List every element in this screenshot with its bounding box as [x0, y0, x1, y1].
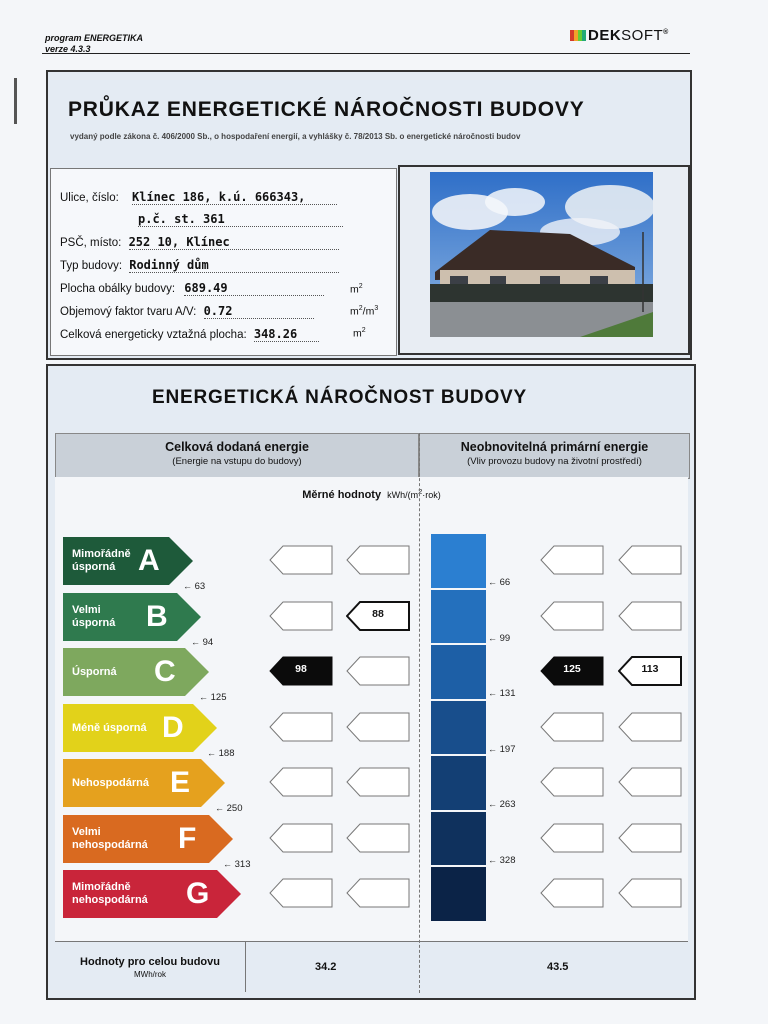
envelope-value: 689.49 [184, 281, 324, 296]
delivered-threshold: ← 313 [223, 858, 251, 870]
delivered-energy-ref-box-d [346, 712, 410, 740]
rating-class-letter: F [178, 821, 197, 855]
delivered-energy-ref-box-e [346, 767, 410, 795]
area-value: 348.26 [254, 327, 319, 342]
logo-regular: SOFT [621, 27, 664, 44]
specific-values-row [55, 477, 688, 504]
delivered-energy-box-b [269, 601, 333, 629]
binder-hole [14, 78, 17, 124]
street-value: Klínec 186, k.ú. 666343, [132, 190, 337, 205]
delivered-threshold: ← 125 [199, 692, 227, 703]
street-row [60, 190, 337, 205]
delivered-energy-box-g [269, 878, 333, 906]
area-unit: $m^2$ [353, 327, 366, 340]
column-divider [419, 433, 420, 993]
type-label: Typ budovy: [60, 260, 123, 272]
delivered-energy-box-d [269, 712, 333, 740]
primary-energy-box-a [540, 545, 604, 573]
primary-energy-bar-c [431, 645, 486, 699]
rating-class-e [63, 759, 225, 807]
primary-energy-bar-e [431, 756, 486, 810]
logo-mark: ® [663, 29, 669, 36]
rating-class-b [63, 593, 201, 641]
shape-value: 0.72 [204, 304, 314, 319]
certificate-title: PRŮKAZ ENERGETICKÉ NÁROČNOSTI BUDOVY [68, 98, 585, 121]
building-photo [430, 172, 653, 337]
rating-class-label: Velmi úsporná [72, 603, 116, 629]
street-label: Ulice, číslo: [60, 192, 119, 204]
primary-energy-bar-b [431, 590, 486, 644]
right-column-header [419, 433, 690, 479]
total-delivered-energy: 34.2 [315, 961, 337, 973]
primary-energy-box-f [540, 823, 604, 851]
zip-value: 252 10, Klínec [129, 235, 339, 250]
primary-energy-ref-box-d [618, 712, 682, 740]
program-version: verze 4.3.3 [45, 44, 91, 54]
logo-bars-icon [570, 30, 586, 41]
parcel-value: p.č. st. 361 [138, 212, 343, 227]
delivered-energy-ref-box-f [346, 823, 410, 851]
delivered-energy-ref-box-c [346, 656, 410, 684]
rating-class-letter: C [154, 655, 176, 688]
specific-label: Měrné hodnoty [302, 489, 382, 501]
primary-threshold: ← 328 [488, 854, 516, 866]
delivered-threshold: ← 94 [191, 636, 214, 648]
primary-energy-box-d [540, 712, 604, 740]
certificate-subtitle: vydaný podle zákona č. 406/2000 Sb., o hospodaření energií, a vyhlášky č. 78/2013 Sb. o energetické náročnosti budov [70, 132, 521, 141]
type-value: Rodinný dům [129, 258, 339, 273]
primary-energy-box-g [540, 878, 604, 906]
delivered-energy-ref-box-g [346, 878, 410, 906]
delivered-energy-box-e [269, 767, 333, 795]
primary-energy-ref-box-a [618, 545, 682, 573]
area-label: Celková energeticky vztažná plocha: [60, 329, 247, 341]
rating-class-a [63, 537, 193, 585]
primary-threshold: ← 99 [488, 632, 511, 644]
primary-energy-box-e [540, 767, 604, 795]
rating-class-letter: A [138, 544, 160, 577]
delivered-threshold: ← 63 [183, 581, 206, 592]
envelope-unit: $m^2$ [350, 283, 363, 296]
rating-class-letter: G [186, 877, 210, 910]
primary-energy-box-b [540, 601, 604, 629]
program-info [45, 33, 143, 55]
primary-energy-ref-box-f [618, 823, 682, 851]
right-sub: (Vliv provozu budovy na životní prostředí) [467, 456, 642, 467]
primary-energy-bar-a [431, 534, 486, 588]
primary-energy-bar-d [431, 701, 486, 755]
primary-threshold: ← 197 [488, 743, 516, 755]
rating-class-label: Mimořádně nehospodárná [72, 881, 148, 906]
rating-class-f [63, 815, 233, 863]
totals-label-cell [55, 942, 246, 992]
shape-row [60, 304, 314, 319]
right-head: Neobnovitelná primární energie [460, 440, 649, 454]
rating-class-d [63, 704, 217, 752]
rating-class-letter: B [146, 599, 168, 633]
primary-threshold: ← 263 [488, 799, 516, 810]
delivered-energy-box-c: 98 [269, 656, 333, 684]
primary-energy-ref-box-c: 113 [618, 656, 682, 684]
zip-label: PSČ, místo: [60, 237, 122, 249]
zip-row [60, 235, 339, 250]
envelope-row [60, 281, 324, 296]
total-primary-energy: 43.5 [547, 961, 569, 973]
delivered-energy-box-a [269, 545, 333, 573]
primary-energy-bar-f [431, 812, 486, 866]
delivered-energy-ref-box-a [346, 545, 410, 573]
shape-unit: $m^2/m^3$ [350, 305, 379, 318]
primary-energy-ref-box-g [618, 878, 682, 906]
left-head: Celková dodaná energie [165, 440, 309, 454]
primary-energy-ref-box-b [618, 601, 682, 629]
rating-class-label: Mimořádně úsporná [72, 548, 131, 573]
rating-class-label: Velmi nehospodárná [72, 825, 148, 851]
logo-bold: DEK [588, 27, 622, 44]
shape-label: Objemový faktor tvaru A/V: [60, 306, 197, 318]
primary-energy-ref-box-e [618, 767, 682, 795]
rating-class-letter: D [162, 710, 184, 744]
rating-class-label: Úsporná [72, 666, 117, 678]
rating-class-letter: E [170, 766, 191, 799]
area-row [60, 327, 319, 342]
totals-label: Hodnoty pro celou budovu [80, 956, 220, 968]
rating-class-label: Nehospodárná [72, 777, 150, 789]
left-column-header [55, 433, 419, 479]
totals-row [55, 941, 688, 992]
specific-unit: kWh/$(m^2\cdot rok)$ [387, 487, 441, 500]
envelope-label: Plocha obálky budovy: [60, 283, 176, 295]
parcel-row [138, 212, 343, 227]
primary-threshold: ← 131 [488, 688, 516, 699]
rating-class-label: Méně úsporná [72, 721, 147, 734]
program-name: program ENERGETIKA [45, 33, 144, 43]
rating-title: ENERGETICKÁ NÁROČNOST BUDOVY [152, 387, 527, 408]
primary-energy-box-c: 125 [540, 656, 604, 684]
delivered-energy-box-f [269, 823, 333, 851]
deksoft-logo [570, 27, 669, 44]
left-sub: (Energie na vstupu do budovy) [172, 456, 302, 467]
delivered-threshold: ← 250 [215, 803, 243, 814]
rating-class-g [63, 870, 241, 918]
primary-threshold: ← 66 [488, 577, 511, 588]
rating-class-c [63, 648, 209, 696]
type-row [60, 258, 339, 273]
delivered-threshold: ← 188 [207, 747, 235, 759]
delivered-energy-ref-box-b: 88 [346, 601, 410, 629]
primary-energy-bar-g [431, 867, 486, 921]
header-divider [42, 53, 690, 54]
totals-unit: MWh/rok [134, 970, 166, 979]
